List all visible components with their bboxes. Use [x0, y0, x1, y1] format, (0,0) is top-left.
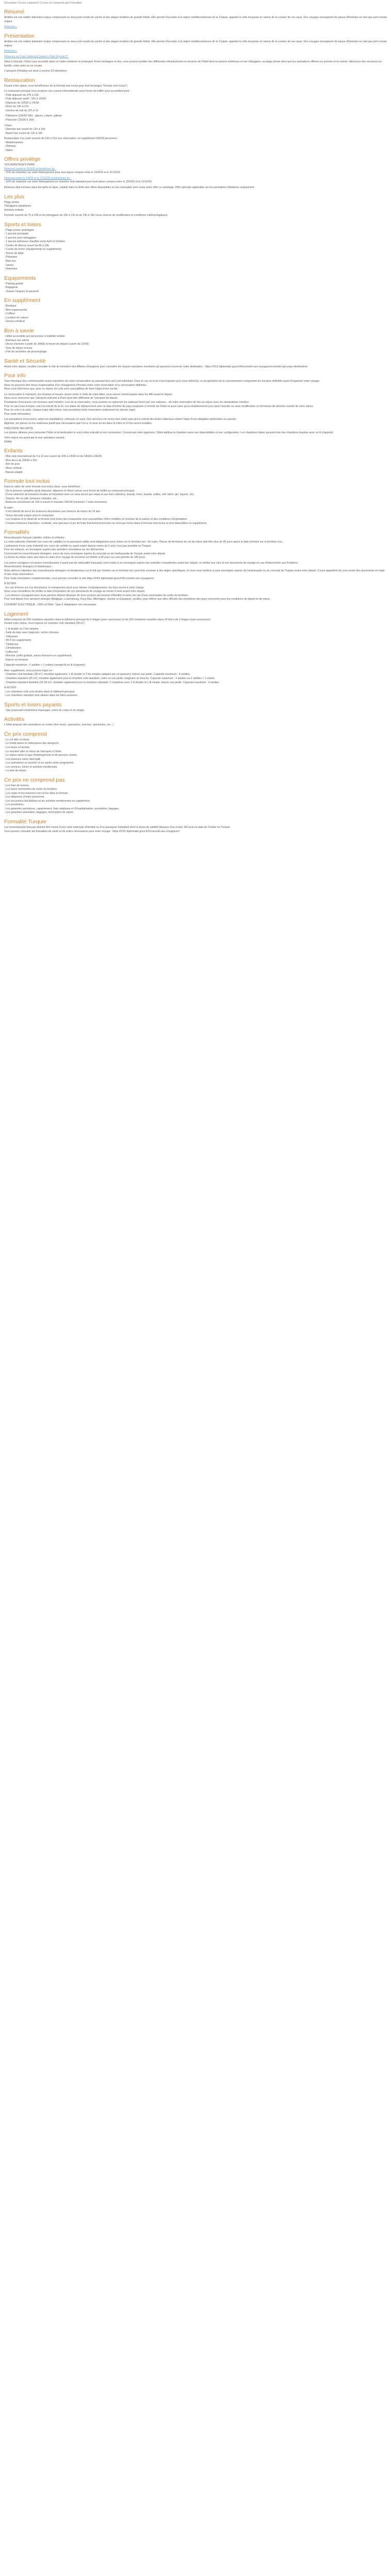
paragraph [4, 304, 387, 324]
text-line: - Le transfert aller et retour de l'aéroport à l'hôtel. [4, 750, 62, 753]
section-heading: Formule tout inclus [4, 478, 50, 485]
section-heading: Sports et loisirs payants [4, 701, 62, 708]
section-offres-privilege [4, 156, 387, 190]
paragraph [4, 229, 387, 272]
text-line: Taxe théorique des communautés avant imposition de notre consécration au passant tiers qu'il soit individuel. Dans le cas où la loi n'est imposée qu'à vous-même(s), la récupération de la consommation comportant les horaires définitifs avant d'organiser votre voyage. [4, 380, 320, 383]
section-heading: Restauration [4, 77, 35, 83]
paragraph [4, 485, 387, 505]
text-line: L'aéroport d'Antalya est situé à environ 52 kilomètres. [4, 70, 68, 73]
page [0, 0, 391, 835]
text-line: Concernant les ressortissants étrangers, merci de vous renseigner auprès du consulat ou de l'ambassade de Turquie avant votre départ. [4, 552, 166, 555]
text-line: Les autres voyageurs (et autres ressortissants n'ayant pas de nationalité française) sont invités à se renseigner auprès des autorités compétentes avant leur départ, et vérifier leur visa et vos documents de voyage en cas d'intervention aux frontières. [4, 561, 299, 565]
text-line: Pour ne pas vous tromper, voici un extrait de la loi. Les dates de déplacement avec la date d'entrée du pays proposée à l'entrée de l'hôtel et aussi sans qu'un établissement pour peut l'annuler ou sans modification ou fermeture de dernière minute de votre séjour. [4, 404, 314, 408]
paragraph [4, 686, 387, 698]
paragraph [4, 163, 387, 175]
text-line: À NOTER : [4, 582, 18, 586]
paragraph [4, 582, 387, 602]
text-line: - Beach bar ouvert de 12h à 16h [4, 131, 43, 135]
paragraph [4, 40, 387, 48]
paragraph [4, 380, 387, 392]
section-formalites [4, 529, 387, 607]
text-line: - Déjeuner de 12h30 à 14h30 [4, 101, 39, 105]
text-line: Activités enfants [4, 208, 24, 212]
section-pour-info [4, 372, 387, 444]
text-line: Nous vous informons que, pour ce séjour, les vols sont susceptibles de faire l'objet d'une escale. [4, 387, 119, 391]
paragraph [4, 60, 387, 68]
paragraph [4, 506, 387, 526]
paragraph [4, 455, 387, 474]
section-formule-tout-inclus [4, 478, 387, 526]
text-line: Amitiés est une station balnéaire turque comprenant un vieux port rempli de yachts et des plages bordées de grands hôtels. Elle permet d'accéder à la région méditerranéenne de la Turquie, appelée la côte turquoise en raison de la couleur de ses eaux. Des voyages renseignent de pause d'itinéraire en tant que port romain majeur. [4, 40, 387, 47]
text-line: - Balcon ou terrasse [4, 658, 28, 662]
text-line: - Les chambres club sont situées dans le bâtiment principal. [4, 690, 75, 693]
section-logement [4, 611, 387, 698]
text-line: - Petit déjeuner de 07h à 10h [4, 93, 39, 97]
text-line: - Les taxes éventuelles de sortie du territoire. [4, 788, 58, 791]
text-line: VOS AVANTAGES FRAM [4, 163, 35, 167]
text-line: Durant votre séjour, vous bénéficierez de la formule tout inclus pour tout rechargez "formule tout inclus"). [4, 84, 128, 88]
text-line: La carte nationale d'identité (en cours de validité) ou le passeport valide sont obligatoires pour entrer sur le territoire turc. En outre, l'heure de fermeture du vol de retour doit être plus de 90 jours après la date d'entrée sur le territoire turc. [4, 540, 283, 544]
text-line: - Snacks, thé et café, boissons chaudes, etc... [4, 497, 59, 500]
reserve-link[interactable]: Réservez avant le 31/3/26 et bénéficiez de : [4, 167, 56, 171]
text-line: 2 bars : [4, 124, 13, 127]
text-line: Pour toute information complémentaire, vous pouvez consulter le site https://XXX.diplomatie.gouv.fr/fr/conseils-aux-voyageurs/. [4, 577, 155, 580]
section-heading: Enfants [4, 448, 23, 454]
reserve-link[interactable]: Réservez au Fram Sélection Queen's Park Göynük 5*. [4, 55, 69, 58]
text-line: - Heure d'arrivée à partir de 14h00 et heure de départ à partir de 12h00. [4, 343, 90, 346]
text-line: - 1 piscine avec toboggans [4, 236, 36, 240]
text-line: - Le séjour selon le type d'hébergement et de pension choisis. [4, 754, 78, 757]
paragraph [4, 114, 387, 122]
paragraph [4, 70, 387, 74]
text-line: - Les pourboires. [4, 803, 24, 807]
section-heading: Ce prix ne comprend pas [4, 776, 65, 783]
paragraph [4, 709, 387, 713]
text-line: Durant votre séjour, vous logerez en chambre club standard (28 m²) : [4, 622, 86, 625]
text-line: Le restaurant principal vous propose une cuisine internationale sous forme de buffet vous accueillant pour : [4, 90, 131, 93]
text-line: - Taxe de séjour incluse. [4, 346, 33, 350]
text-line: - En cas d'erreur sur vos documents, le transporteur peut vous refuser l'embarquement, les frais seront à votre charge. [4, 586, 145, 589]
text-line: - Les boissons selon descriptif. [4, 757, 41, 761]
text-line: Dans le cadre de votre formule tout inclus dans, vous bénéficiez : [4, 485, 82, 489]
text-line: À NOTER : [4, 686, 18, 690]
section-en-supplement [4, 297, 387, 324]
text-line: - Aire de jeux [4, 463, 20, 466]
section-les-plus [4, 194, 387, 218]
paragraph [4, 436, 387, 444]
section-sports-et-loisirs-payants [4, 702, 387, 713]
text-line: Nous attirons l'attention des ressortissants étrangers ou binationaux sur le fait que l'entrée sur le territoire turc peut être soumise à des règles spécifiques, et nous vous invitons à vous renseigner auprès de l'ambassade ou du consulat de Turquie avant votre départ. Il vous appartient de vous munir des documents en règle et des visas nécessaires. [4, 569, 385, 577]
paragraph [4, 16, 387, 24]
reserve-link[interactable]: Réservez › [4, 49, 18, 53]
text-line: PRÉCISION SÉCURITÉ [4, 427, 34, 431]
text-line: - Bassin adapté [4, 470, 23, 474]
text-line: COURANT ÉLECTRIQUE : 220V et 50Hz. Type F. Adaptateur non nécessaire. [4, 603, 97, 606]
text-line: - 10% de réduction sur votre hébergement en chambre club standard pour tout séjour compris entre le 15/4/26 et le 31/10/26. [4, 180, 153, 184]
text-line: Restauration à la carte ouverts de 19h à 21h (sur réservation, en supplément 20€/30 personne) : [4, 137, 119, 141]
section-sports-et-loisirs [4, 222, 387, 272]
text-line: - Les repas et les boissons non inclus dans la formule. [4, 791, 69, 795]
reserve-link[interactable]: Réservez entre le 1/4/26 et le 31/10/26 et bénéficiez de : [4, 176, 72, 180]
section-bon-a-savoir [4, 328, 387, 354]
paragraph [4, 201, 387, 213]
paragraph [4, 84, 387, 89]
paragraph [4, 186, 387, 190]
section-ce-prix-comprend [4, 731, 387, 773]
text-line: Nous ne pouvons être tenus responsables d'un changement d'horaire entre votre réservation et la convocation définitive. [4, 383, 147, 387]
text-line: - 15% de réduction sur votre hébergement pour tout séjour compris entre le 15/4/26 et le 31/10/26. [4, 171, 121, 175]
section-heading: Bon à savoir [4, 327, 35, 334]
section-heading: Sports et loisirs [4, 221, 41, 228]
text-line: - Les garanties annulation, bagages, interruption de séjour. [4, 811, 74, 815]
text-line: - Mini disco de 20h30 à 21h. [4, 459, 38, 462]
text-line: - Bagagerie [4, 286, 18, 290]
text-line: - Sauna [4, 263, 14, 267]
text-line: Les ressortissants français doivent être munis d'une carte nationale d'identité ou d'un passeport individuel dont la durée de validité dépasse d'au moins 150 jours la date de l'entrée en Turquie. [4, 826, 231, 829]
section-enfants [4, 448, 387, 474]
text-line: - 1 piscine intérieure chauffée entre Avril et Octobre [4, 240, 66, 244]
text-line: À noter : [4, 506, 14, 510]
text-line: - Salle de bain avec baignoire, sèche-cheveux [4, 631, 59, 635]
text-line: - La taxe de séjour. [4, 769, 27, 773]
reserve-link[interactable]: Réservez › [4, 25, 18, 29]
text-line: Plage privée [4, 200, 19, 204]
text-line: - Le forfait bases et redevances des aéroports. [4, 742, 60, 745]
text-line: - Courts de tennis (équipements en supplément) [4, 248, 62, 251]
text-line: - Spa proposant notamment massages, soins du corps et du visage. [4, 708, 85, 712]
text-line: Ressortissants étrangers et binationaux : [4, 565, 53, 569]
text-line: - Les excursions facultatives et les activités mentionnées en supplément. [4, 799, 91, 803]
text-line: - Bain turc [4, 260, 17, 263]
section-presentation [4, 33, 387, 74]
text-line: - Les chambres standard sont situées dans les blocs annexes. [4, 694, 78, 698]
text-line: - Menu enfants [4, 466, 22, 470]
text-line: - Climatisation [4, 647, 21, 650]
section-resume [4, 9, 387, 29]
text-line: - Les services, loisirs et activités mentionnés. [4, 765, 58, 769]
section-heading: Les plus [4, 193, 25, 200]
section-heading: Ce prix comprend [4, 731, 47, 737]
text-line: Avec supplément, vous pourrez loger en : [4, 669, 54, 672]
text-line: Vous pouvez consulter les formalités de santé et de police nécessaires pour votre voyage : https://XXX.diplomatie.gouv.fr/fr/conseils-aux-voyageurs/ [4, 829, 180, 833]
text-line: - Les frais de service. [4, 784, 30, 787]
text-line: - De la pension complète (petit déjeuner, déjeuner et dîner) servie sous forme de buffet au restaurant principal. [4, 489, 135, 493]
text-line: - Parking gratuit [4, 282, 23, 285]
text-line: - Mini-bar (softs gratuits, autres boissons en supplément) [4, 654, 72, 658]
text-line: - Certains boissons importées, cocktails, vins spéciaux et jus de fruits fraîchement pressés ne sont pas inclus dans la formule tout inclus et sont disponibles en supplément. [4, 521, 207, 525]
text-line: - Méditerranéen [4, 141, 23, 144]
text-line: La convocation à l'aéroport, les horaires et heures seront remis à l'aide de votre billet, vous seront communiqués dans les 48h avant le départ. [4, 393, 173, 396]
paragraph [4, 393, 387, 416]
text-line: - Les garanties assistance, rapatriement, frais médicaux et d'hospitalisation, annulation, bagages. [4, 807, 120, 810]
text-line: - Les dépenses d'ordre personnel. [4, 795, 45, 799]
text-line: Hôtel composé de 595 chambres réparties dans le bâtiment principal de 5 étages (avec ascenseur) et de 260 chambres réparties dans 24 blocs de 3 étages (sans ascenseur). [4, 618, 211, 621]
paragraph [4, 177, 387, 184]
text-line: - Chambre club familiale (38 m²), meublée également, 1 lit double et 2 lits simples adaptés par un paravent, balcon vue jardin. Capacité maximum : 4 adultes. [4, 673, 191, 676]
text-line: - Télévision [4, 635, 18, 638]
text-line: - Hammam [4, 267, 18, 271]
breadcrumb: Description Ce prix comprend / Ce prix ne comprend pas Formalités [4, 2, 82, 5]
text-line: Toboggans aquatiques [4, 205, 31, 208]
text-line: Prestations d'excursion non incluses sauf mention. Lors de la réservation, vous pourrez en optionnel les cadeaux fourni par vos cadeaux... de votre réservation de lien au séjour avec les destinations mention. [4, 401, 250, 404]
paragraph [4, 664, 387, 668]
text-line: - Coffre-fort [4, 650, 18, 654]
paragraph [4, 562, 387, 581]
text-line: Pour les vols à la carte, chaque trajet aller-retour vaut annulation toute réservation notamment du dernier trajet. [4, 409, 136, 412]
text-line: Votre séjour est avant par le tour opérateur suivant : [4, 436, 66, 440]
text-line: - Il est interdit de servir les boissons alcoolisées aux mineurs de moins de 18 ans. [4, 510, 101, 514]
text-line: - Chambre standard (25 m²), meublée également pour la chambre club standard, salon ou vue jardin, baignoire ou douche. Capacité maximum : 3 adultes ou 2 adultes + 1 enfant. [4, 677, 216, 680]
text-line: Capacité maximum : 2 adultes + 1 enfant (canapé-lit ou lit d'appoint). [4, 664, 86, 667]
text-line: - 1 piscine principale [4, 232, 29, 236]
paragraph [4, 669, 387, 685]
paragraph [4, 365, 387, 369]
section-heading: Formalité Turquie [4, 819, 46, 825]
text-line: - Téléphone [4, 642, 19, 646]
text-line: La durée du séjour sans visa dans le cadre d'un voyage de tourisme est limitée à 90 jours sur une période de 180 jours. [4, 556, 146, 560]
text-line: - Dîner de 19h à 21h [4, 105, 29, 109]
paragraph [4, 25, 387, 29]
paragraph [4, 826, 387, 834]
text-line: - Mini-club international de 4 à 12 ans ouvert de 10h à 12h30 et de 14h30 à 16h30. [4, 455, 103, 459]
text-line: Pour les mineurs, se renseigner auprès des autorités consulaires sur les démarches. [4, 548, 105, 552]
section-ce-prix-ne-comprend-pas [4, 777, 387, 815]
paragraph [4, 137, 387, 152]
text-line: - chaises longues et parasols [4, 290, 39, 293]
paragraph [4, 418, 387, 426]
section-formalite-turquie [4, 819, 387, 834]
section-heading: Santé et Sécurité [4, 358, 46, 364]
section-heading: Résumé [4, 9, 25, 15]
paragraph [4, 784, 387, 815]
text-line: L'hôtel propose des animations en soirée (live music, spectacles, tournois, spectacles, etc...). [4, 723, 115, 727]
section-activites [4, 716, 387, 727]
text-line: - Wi-fi (en supplément) [4, 639, 31, 642]
paragraph [4, 603, 387, 607]
text-line: - Les animations en journée et en soirée selon programme. [4, 761, 74, 765]
paragraph [4, 628, 387, 663]
text-line: - Ottoman bar ouvert de 12h à 16h [4, 128, 45, 131]
paragraph [4, 335, 387, 354]
text-line: - Les taxes à l'arrivée. [4, 745, 30, 749]
text-line: - Hôtel accessible aux personnes à mobilité réduite. [4, 335, 66, 338]
text-line: Pour toute information. [4, 412, 31, 416]
text-line: Nous vous conseillons de vérifier la date d'expiration de vos documents de voyage au moins 6 mois avant votre départ. [4, 590, 145, 594]
text-line: - Animaux non admis [4, 338, 29, 342]
text-line: - Mini-supermarché [4, 308, 27, 312]
text-line: Amitiés est une station balnéaire turque comprenant un vieux port rempli de yachts et des plages bordées de grands hôtels. Elle permet d'accéder à la région méditerranéenne de la Turquie, appelée la côte turquoise en raison de la couleur de ses eaux. Des voyages renseignent de pause d'itinéraire en tant que port romain majeur. [4, 16, 387, 23]
text-line: Formule ouverte de 7h à 19h et les toboggans de 10h à 12h et de 14h à 16h (sous réserve de modification et conditions météorologiques). [4, 214, 169, 217]
paragraph [4, 214, 387, 218]
text-line: - Petit déjeuner tardif : 10h à 10h30 [4, 97, 46, 101]
text-line: - Boissons alcoolisées de 10h à minuit et chaudes 24h/24 (minimum 7 nuits réservées). [4, 501, 108, 504]
text-line: - Tenue décente exigée pour le restaurant. [4, 514, 55, 517]
paragraph [4, 738, 387, 773]
section-heading: Logement [4, 611, 28, 617]
text-line: - Coiffeur [4, 312, 15, 316]
text-line: - Pâtisserie (10h30-18h) : glaces, crêpes, gâteau [4, 114, 62, 118]
text-line: - Boutique [4, 304, 17, 308]
paragraph [4, 536, 387, 560]
section-sante-et-securite [4, 358, 387, 369]
paragraph [4, 55, 387, 59]
text-line: Les prestations d'excursion, selon les installations, retrouver un suivi. Des services non inclus font valoir sans qu'un extrait des textes éditoriaux soient l'objet d'une obligation particulière ou passée. [4, 418, 237, 421]
section-heading: Formalités [4, 529, 30, 536]
text-line: - Chambre standard familiale (32-34 m²), meublée également pour la chambre standard, 2 chambres avec 1 lit double et 1 lit simple, balcon vue jardin. Capacité maximum : 4 adultes. [4, 681, 220, 684]
content [4, 9, 387, 834]
text-line: - Pizza bar (11h30 à 16h) [4, 118, 35, 122]
section-heading: Présentation [4, 32, 35, 39]
section-heading: Equipements [4, 275, 36, 281]
paragraph [4, 723, 387, 727]
paragraph [4, 124, 387, 136]
text-line: L'admission d'une carte d'identité (en cours de validité ou ayant expiré depuis moins de 5 ans) n'est pas possible en Turquie. [4, 544, 152, 548]
paragraph [4, 618, 387, 626]
text-line: - Tennis de table [4, 251, 24, 255]
text-line: - Centre de fitness ouvert de 8h à 19h [4, 244, 50, 247]
text-line: - Les mineurs voyageant avec leurs parents doivent disposer de leurs propres documents d'identité et selon les cas d'une autorisation de sortie du territoire. [4, 594, 189, 597]
text-line: - Italien [4, 148, 13, 152]
text-line: - Pétanque [4, 256, 18, 259]
paragraph [4, 49, 387, 54]
text-line: - Service médical [4, 320, 25, 324]
section-heading: En supplément [4, 297, 41, 304]
text-line: Nous nous réservons que l'aéroport d'arrivée à Paris peut être différente de l'aéroport de départ. [4, 397, 118, 400]
text-line: - D'une sélection de boissons locales et importées avec ou sans alcool aux repas et aux bars (whiskey, brandy, rhum, tequila, vodka, soft, bière, gin, liqueur, vin). [4, 493, 195, 497]
text-line: FRAM [4, 440, 12, 444]
text-line: - Les horaires et le détail de la formule tout inclus des restaurants sont susceptibles d'être modifiés en fonction de la saison et des conditions d'exploitation. [4, 518, 188, 521]
section-heading: Offres privilège [4, 156, 41, 163]
text-line: - Service de nuit de 22h à 1h [4, 109, 39, 112]
text-line: - Prêt de serviettes de piscine/plage. [4, 350, 47, 354]
section-heading: Pour info [4, 372, 26, 379]
text-line: - Ottoman [4, 145, 17, 148]
section-heading: Activités [4, 716, 25, 723]
text-line: Avant votre départ, veuillez consulter le site du ministère des Affaires étrangères pour connaître les risques sanitaires éventuels qui peuvent concerner votre destination : https://XXX.diplomatie.gouv.fr/fr/conseils-aux-voyageurs/conseils-par-pays-destination/ [4, 365, 308, 368]
text-line: - 1 lit double ou 2 lits simples [4, 627, 39, 631]
section-restauration [4, 77, 387, 153]
text-line: - Le vol aller et retour. [4, 738, 30, 741]
paragraph [4, 427, 387, 435]
text-line: Les photos utilisées pour présenter l'hôtel et la destination le sont à titre indicatif et non contractuel. Concernant votre logement, l'hôtel attribue la chambre selon ses disponibilités et leur configuration. Les chambres triples peuvent être des chambres doubles avec un lit d'appoint. [4, 431, 334, 434]
text-line: Ressortissants français (adultes, bébés et enfants) : [4, 536, 66, 540]
text-line: Apporter, les pièces ou les matériaux plutôt que nécessaires que l'on a, et avoir accès dans la nôtre et s'il les seront installés. [4, 421, 153, 425]
text-line: Pour tout départ d'un aéroport étranger (Belgique, Luxembourg, Pays-Bas, Allemagne, Suisse ou Espagne), veuillez vous référer aux sites officiels des ministères des pays concernés pour les conditions de départ et de retour. [4, 598, 270, 601]
paragraph [4, 90, 387, 113]
text-line: - Location de voiture [4, 316, 29, 319]
text-line: - Plage privée aménagée [4, 228, 34, 232]
text-line: Situé à Göynük, l'hôtel vous accueille dans un cadre moderne et verdoyant. Entre montagne et mer, vous pourrez profiter des différentes infrastructures et services de l'hôtel dont sa piscine extérieure et ses toboggans, sa plage privée ainsi que les animations offertes en journée et en soirée. Idéal pour des vacances en famille, entre amis ou en couple. [4, 60, 382, 67]
paragraph [4, 282, 387, 294]
text-line: Remises déjà incluses dans les tarifs en ligne, valable dans la limite des offres disponibles et non cumulable avec toute autre offre ou avantage. Offre spéciale applicable sur les prestations hôtelières uniquement. [4, 185, 255, 189]
section-equipements [4, 275, 387, 294]
